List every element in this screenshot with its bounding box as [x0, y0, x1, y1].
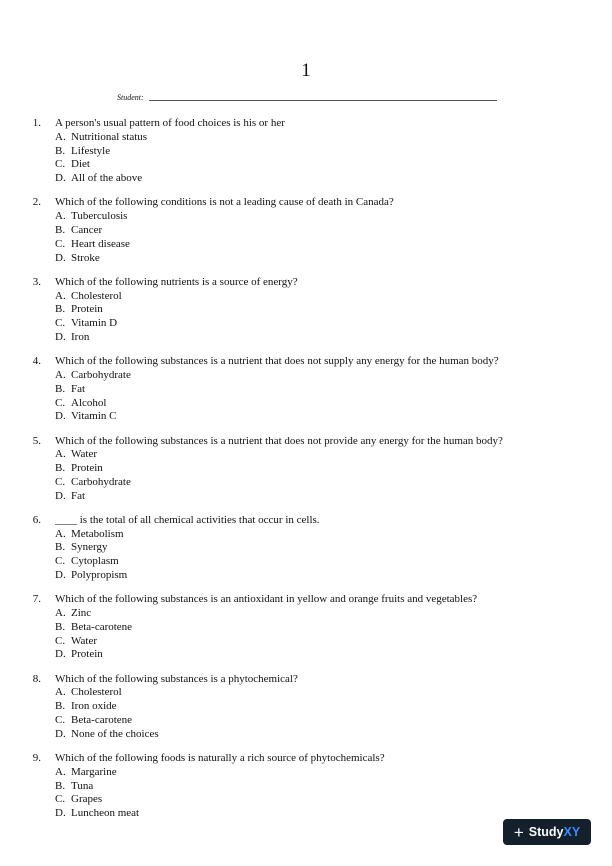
option-text: Alcohol: [71, 396, 107, 409]
option-letter: C.: [55, 158, 66, 171]
answer-option: [0, 555, 612, 569]
question-6: [0, 514, 612, 583]
option-text: Vitamin C: [71, 410, 117, 423]
answer-option: [0, 780, 612, 794]
option-text: Stroke: [71, 251, 100, 264]
option-letter: A.: [55, 607, 66, 620]
option-text: All of the above: [71, 172, 143, 185]
option-text: Water: [71, 634, 97, 647]
option-letter: B.: [55, 223, 66, 236]
student-name-field[interactable]: [117, 93, 497, 102]
option-text: Carbohydrate: [71, 368, 131, 381]
option-text: Margarine: [71, 765, 117, 778]
option-letter: B.: [55, 382, 66, 395]
option-text: Cytoplasm: [71, 555, 119, 568]
option-text: Protein: [71, 303, 103, 316]
answer-option: [0, 224, 612, 238]
option-text: Metabolism: [71, 527, 124, 540]
question-7: [0, 593, 612, 662]
question-stem: ____ is the total of all chemical activities that occur in cells.: [55, 513, 320, 526]
option-letter: B.: [55, 144, 66, 157]
answer-option: [0, 728, 612, 742]
option-letter: A.: [55, 765, 66, 778]
option-letter: C.: [55, 475, 66, 488]
option-text: Water: [71, 448, 97, 461]
option-letter: B.: [55, 700, 66, 713]
question-2: [0, 196, 612, 265]
question-number: 7.: [32, 593, 41, 606]
question-8: [0, 673, 612, 742]
option-letter: B.: [55, 462, 66, 475]
option-letter: B.: [55, 620, 66, 633]
answer-option: [0, 210, 612, 224]
option-letter: A.: [55, 448, 66, 461]
option-letter: B.: [55, 779, 66, 792]
answer-option: [0, 331, 612, 345]
answer-option: [0, 462, 612, 476]
option-letter: C.: [55, 317, 66, 330]
option-text: Synergy: [71, 541, 108, 554]
option-text: Protein: [71, 462, 103, 475]
answer-option: [0, 476, 612, 490]
answer-option: [0, 172, 612, 186]
option-text: Tuna: [71, 779, 94, 792]
option-text: Nutritional status: [71, 130, 148, 143]
student-label: Student:: [117, 93, 144, 102]
question-stem: Which of the following substances is an antioxidant in yellow and orange fruits and vegetables?: [55, 593, 478, 606]
option-letter: C.: [55, 793, 66, 806]
answer-option: [0, 290, 612, 304]
answer-option: [0, 714, 612, 728]
option-letter: B.: [55, 541, 66, 554]
option-text: Polypropism: [71, 569, 128, 582]
option-letter: C.: [55, 237, 66, 250]
option-letter: C.: [55, 714, 66, 727]
question-stem: Which of the following nutrients is a source of energy?: [55, 275, 298, 288]
answer-option: [0, 793, 612, 807]
question-number: 4.: [32, 355, 41, 368]
option-letter: A.: [55, 527, 66, 540]
answer-option: [0, 607, 612, 621]
answer-option: [0, 490, 612, 504]
option-letter: A.: [55, 368, 66, 381]
option-text: Iron oxide: [71, 700, 117, 713]
answer-option: [0, 317, 612, 331]
studyxy-logo[interactable]: [503, 819, 591, 845]
question-9: [0, 752, 612, 821]
question-1: [0, 117, 612, 186]
answer-option: [0, 397, 612, 411]
option-letter: D.: [55, 648, 66, 661]
option-text: Cholesterol: [71, 289, 122, 302]
option-text: None of the choices: [71, 727, 159, 740]
question-number: 1.: [32, 117, 41, 129]
question-stem: Which of the following substances is a phytochemical?: [55, 672, 298, 685]
answer-option: [0, 383, 612, 397]
answer-option: [0, 686, 612, 700]
question-number: 6.: [32, 513, 41, 526]
option-letter: C.: [55, 555, 66, 568]
answer-option: [0, 303, 612, 317]
answer-option: [0, 369, 612, 383]
option-letter: A.: [55, 130, 66, 143]
question-number: 8.: [32, 672, 41, 685]
answer-option: [0, 635, 612, 649]
option-letter: D.: [55, 410, 66, 423]
option-text: Iron: [71, 330, 90, 343]
option-text: Cancer: [71, 223, 103, 236]
option-text: Zinc: [71, 607, 92, 620]
answer-option: [0, 621, 612, 635]
option-letter: A.: [55, 289, 66, 302]
question-stem: Which of the following substances is a nutrient that does not provide any energy for the human body?: [55, 434, 503, 447]
option-letter: D.: [55, 251, 66, 264]
option-text: Luncheon meat: [71, 807, 140, 820]
answer-option: [0, 145, 612, 159]
question-number: 3.: [32, 275, 41, 288]
option-text: Vitamin D: [71, 317, 118, 330]
answer-option: [0, 131, 612, 145]
question-stem: Which of the following conditions is not a leading cause of death in Canada?: [55, 196, 394, 209]
question-3: [0, 276, 612, 345]
answer-option: [0, 541, 612, 555]
option-letter: D.: [55, 807, 66, 820]
answer-option: [0, 448, 612, 462]
question-4: [0, 355, 612, 424]
option-letter: D.: [55, 172, 66, 185]
option-letter: C.: [55, 634, 66, 647]
answer-option: [0, 648, 612, 662]
answer-option: [0, 766, 612, 780]
option-letter: D.: [55, 330, 66, 343]
option-text: Beta-carotene: [71, 714, 133, 727]
answer-option: [0, 158, 612, 172]
brand-accent: XY: [563, 825, 581, 839]
question-number: 5.: [32, 434, 41, 447]
option-text: Tuberculosis: [71, 210, 128, 223]
page-number: 1: [301, 60, 311, 81]
answer-option: [0, 569, 612, 583]
option-letter: D.: [55, 727, 66, 740]
student-name-underline: [149, 100, 497, 101]
option-text: Cholesterol: [71, 686, 122, 699]
plus-icon: +: [513, 822, 524, 842]
question-list: [0, 117, 612, 821]
option-letter: A.: [55, 210, 66, 223]
question-stem: A person's usual pattern of food choices is his or her: [55, 117, 285, 129]
question-number: 2.: [32, 196, 41, 209]
option-letter: D.: [55, 569, 66, 582]
option-text: Protein: [71, 648, 103, 661]
answer-option: [0, 410, 612, 424]
answer-option: [0, 238, 612, 252]
answer-option: [0, 252, 612, 266]
answer-option: [0, 528, 612, 542]
option-letter: B.: [55, 303, 66, 316]
answer-option: [0, 700, 612, 714]
option-text: Beta-carotene: [71, 620, 133, 633]
brand-main: Study: [528, 825, 564, 839]
option-text: Fat: [71, 489, 86, 502]
option-text: Lifestyle: [71, 144, 111, 157]
option-text: Fat: [71, 382, 86, 395]
option-letter: C.: [55, 396, 66, 409]
option-letter: D.: [55, 489, 66, 502]
question-stem: Which of the following foods is naturally a rich source of phytochemicals?: [55, 752, 385, 764]
option-text: Grapes: [71, 793, 103, 806]
option-letter: A.: [55, 686, 66, 699]
option-text: Carbohydrate: [71, 475, 131, 488]
option-text: Heart disease: [71, 237, 130, 250]
question-stem: Which of the following substances is a nutrient that does not supply any energy for the human body?: [55, 355, 499, 368]
option-text: Diet: [71, 158, 90, 171]
question-5: [0, 435, 612, 504]
question-number: 9.: [32, 752, 41, 764]
